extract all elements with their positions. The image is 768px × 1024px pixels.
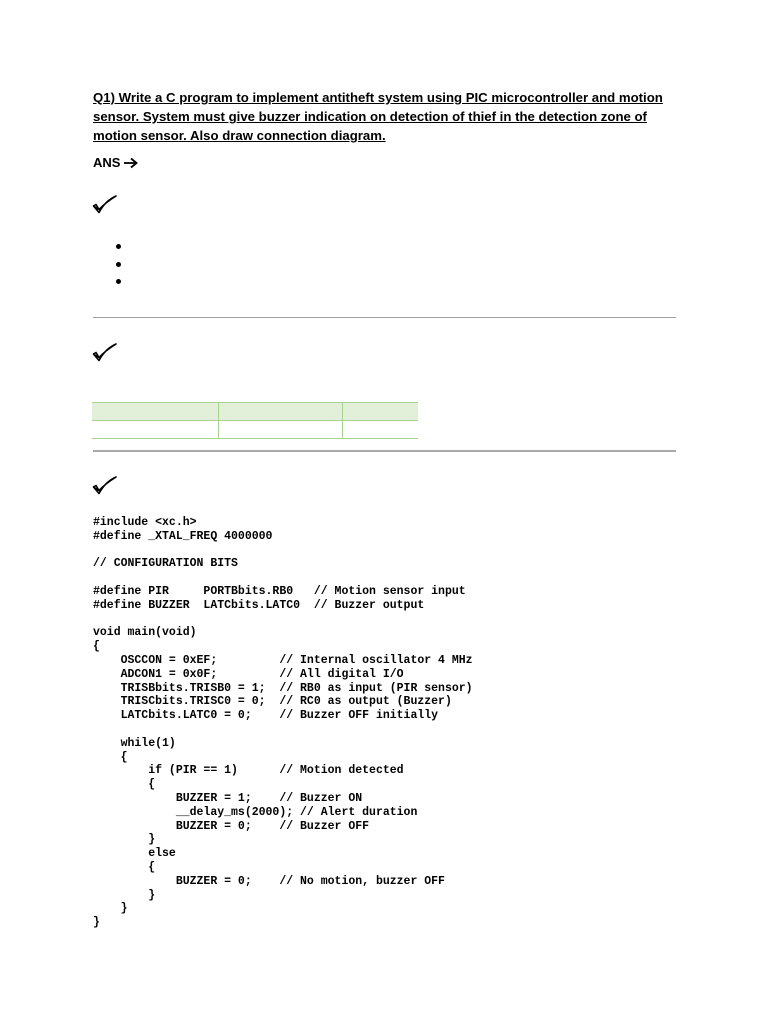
code-line: { bbox=[93, 860, 156, 874]
code-line: BUZZER = 0; // No motion, buzzer OFF bbox=[93, 874, 445, 888]
checkmark-icon bbox=[92, 194, 118, 216]
code-line: void main(void) bbox=[93, 626, 197, 640]
checkmark-icon bbox=[92, 475, 118, 497]
question-text: Q1) Write a C program to implement antitheft system using PIC microcontroller and motion sensor. System must give buzzer indication on detection of thief in the detection zone of motion sensor. Also draw connection diagram. bbox=[93, 90, 663, 143]
table-cell bbox=[343, 421, 419, 439]
table-cell bbox=[92, 403, 219, 421]
code-line: } bbox=[93, 888, 156, 902]
checkmark-icon bbox=[92, 342, 118, 364]
code-line bbox=[93, 571, 473, 585]
code-line: ADCON1 = 0x0F; // All digital I/O bbox=[93, 667, 404, 681]
code-line: #define PIR PORTBbits.RB0 // Motion sensor input bbox=[93, 584, 466, 598]
code-line: else bbox=[93, 847, 176, 861]
code-line: // CONFIGURATION BITS bbox=[93, 557, 238, 571]
table-cell bbox=[343, 403, 419, 421]
code-line: } bbox=[93, 916, 100, 930]
code-line bbox=[93, 723, 473, 737]
code-line: TRISCbits.TRISC0 = 0; // RC0 as output (Buzzer) bbox=[93, 695, 452, 709]
code-line: #define _XTAL_FREQ 4000000 bbox=[93, 529, 273, 543]
code-line: BUZZER = 1; // Buzzer ON bbox=[93, 791, 363, 805]
table-cell bbox=[92, 421, 219, 439]
code-line bbox=[93, 613, 473, 627]
code-line: while(1) bbox=[93, 736, 176, 750]
code-line: #define BUZZER LATCbits.LATC0 // Buzzer output bbox=[93, 598, 425, 612]
answer-label: ANS bbox=[93, 155, 121, 170]
code-line: LATCbits.LATC0 = 0; // Buzzer OFF initially bbox=[93, 709, 439, 723]
table-cell bbox=[219, 421, 343, 439]
code-line bbox=[93, 544, 473, 558]
code-line: if (PIR == 1) // Motion detected bbox=[93, 764, 404, 778]
divider bbox=[93, 317, 676, 318]
code-line: __delay_ms(2000); // Alert duration bbox=[93, 805, 418, 819]
code-line: TRISBbits.TRISB0 = 1; // RB0 as input (PIR sensor) bbox=[93, 681, 473, 695]
code-line: } bbox=[93, 833, 156, 847]
data-table bbox=[92, 402, 418, 439]
right-arrow-icon bbox=[123, 157, 139, 169]
code-line: #include <xc.h> bbox=[93, 516, 197, 529]
code-line: { bbox=[93, 640, 100, 654]
divider bbox=[93, 450, 676, 452]
code-block bbox=[93, 516, 473, 930]
bullet-dot bbox=[116, 279, 121, 284]
bullet-dot bbox=[116, 262, 121, 267]
answer-heading bbox=[93, 155, 139, 171]
table-row bbox=[92, 421, 418, 439]
bullet-dot bbox=[116, 244, 121, 249]
table-header-row bbox=[92, 403, 418, 421]
table-cell bbox=[219, 403, 343, 421]
code-line: BUZZER = 0; // Buzzer OFF bbox=[93, 819, 370, 833]
code-line: { bbox=[93, 750, 128, 764]
code-line: OSCCON = 0xEF; // Internal oscillator 4 MHz bbox=[93, 653, 473, 667]
code-line: } bbox=[93, 902, 128, 916]
code-line: { bbox=[93, 778, 156, 792]
